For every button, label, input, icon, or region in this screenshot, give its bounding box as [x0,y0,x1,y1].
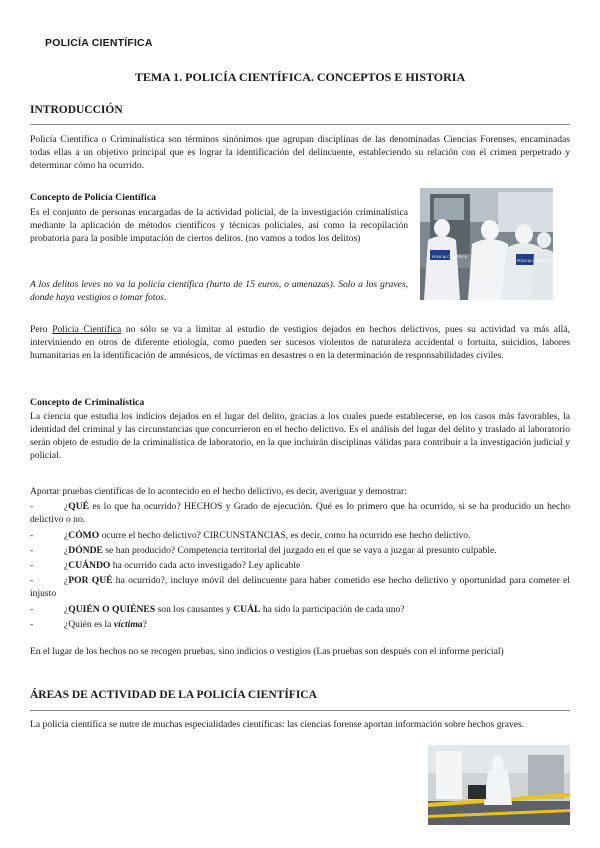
list-pre: ¿ [64,530,69,541]
aportar-paragraph: Aportar pruebas científicas de lo acontecido en el hecho delictivo, es decir, averiguar y demostrar: [30,486,407,497]
criminalistica-paragraph: La ciencia que estudia los indicios dejados en el lugar del delito, gracias a los cuales puede establecerse, en los casos más favorables, la identidad del criminal y las circunstancias que concurrieron en el hecho delictivo. Es el análisis del lugar del delito y traslado al laboratorio serán objeto de estudio de la criminalística de laboratorio, en la que incluirán disciplinas válidas para contribuir a la investigación judicial y policial. [30,411,570,461]
list-dash: - [30,575,34,586]
list-item [30,544,570,557]
concepto-pc-paragraph: Es el conjunto de personas encargadas de la actividad policial, de la investigación criminalística mediante la aplicación de métodos científicos y técnicas policiales, así como la recopilación probatoria para la posible imputación de ciertos delitos. (no vamos a todos los delitos) [30,207,408,244]
section-heading-areas: ÁREAS DE ACTIVIDAD DE LA POLICÍA CIENTÍFICA [30,689,317,701]
list-item [30,618,570,631]
list-keyword: CUÁNDO [68,560,111,571]
list-pre: ¿Quién es la [64,619,114,630]
heading-concepto-policia-cientifica: Concepto de Policía Científica [30,192,156,203]
list-keyword: QUÉ [68,501,90,512]
list-keyword: POR QUÉ [68,575,113,586]
section-rule [30,710,570,711]
list-text: ocurre el hecho delictivo? CIRCUNSTANCIAS, es decir, como ha ocurrido ese hecho delictivo. [99,530,471,541]
list-item [30,559,570,572]
list-pre: ¿ [64,545,69,556]
list-dash: - [30,545,34,556]
list-text-2: ha sido la participación de cada uno? [260,604,405,615]
list-dash: - [30,619,34,630]
pero-start: Pero [30,324,53,335]
heading-concepto-criminalistica: Concepto de Criminalística [30,397,145,408]
list-pre: ¿ [64,560,69,571]
pero-rest: no sólo se va a limitar al estudio de vestigios dejados en hechos delictivos, pues su actividad va más allá, interviniendo en otros de diferente etiología, como pueden ser sucesos violentos de naturaleza accidental o fortuita, suicidios, labores humanitarias en la identificación de amnésicos, de víctimas en desastres o en la determinación de responsabilidades civiles. [30,324,571,361]
list-text: es lo que ha ocurrido? HECHOS y Grado de ejecución. Qué es lo primero que ha ocurrido, si se ha producido un hecho delictivo o no. [30,501,570,525]
list-keyword: víctima [113,619,143,630]
suit-badge-text-1: POLICIA CIENTIFICA [432,255,468,259]
page-header: POLICÍA CIENTÍFICA [45,37,153,49]
list-pre: ¿ [64,501,69,512]
list-text: se han producido? Competencia territorial del juzgado en el que se vaya a juzgar al presunto culpable. [102,545,497,556]
list-text: ha ocurrido cada acto investigado? Ley aplicable [110,560,301,571]
list-item [30,500,570,526]
section-heading-introduccion: INTRODUCCIÓN [30,104,123,116]
list-text: ha ocurrido?, incluye móvil del delincuente para haber cometido ese hecho delictivo y oportunidad para cometer el injusto [30,575,570,599]
suit-badge-text-2: POLICIA CIENTIFICA [517,259,553,263]
lugar-paragraph: En el lugar de los hechos no se recogen pruebas, sino indicios o vestigios (Las pruebas son después con el informe pericial) [30,646,504,657]
crime-scene-photo [428,745,570,825]
list-dash: - [30,501,34,512]
areas-paragraph: La policía científica se nutre de muchas especialidades científicas: las ciencias forense aportan información sobre hechos graves. [30,719,525,730]
document-title: TEMA 1. POLICÍA CIENTÍFICA. CONCEPTOS E HISTORIA [134,70,466,84]
section-rule [30,124,570,125]
list-text: ? [142,619,147,630]
list-dash: - [30,604,34,615]
list-dash: - [30,530,34,541]
pero-paragraph [30,323,570,362]
list-text: son los causantes y [155,604,234,615]
intro-paragraph: Policía Científica o Criminalística son términos sinónimos que agrupan disciplinas de las denominadas Ciencias Forenses, encaminadas todas ellas a un objetivo principal que es lograr la identificación del delincuente, estableciendo su relación con el crimen perpetrado y determinar cómo ha ocurrido. [30,134,570,171]
list-keyword: DÓNDE [68,545,103,556]
list-keyword: CÓMO [68,530,100,541]
list-pre: ¿ [64,604,69,615]
list-item [30,603,570,616]
forensic-team-photo [420,188,553,300]
list-pre: ¿ [64,575,69,586]
list-dash: - [30,560,34,571]
list-keyword-2: CUÁL [233,604,261,615]
italic-note: A los delitos leves no va la policía científica (hurto de 15 euros, o amenazas). Solo a los graves, donde haya vestigios o tomar fotos. [30,279,408,303]
list-item [30,574,570,600]
list-item [30,529,570,542]
policia-cientifica-underlined: Policía Científica [52,324,122,335]
list-keyword: QUIÉN O QUIÉNES [68,604,156,615]
